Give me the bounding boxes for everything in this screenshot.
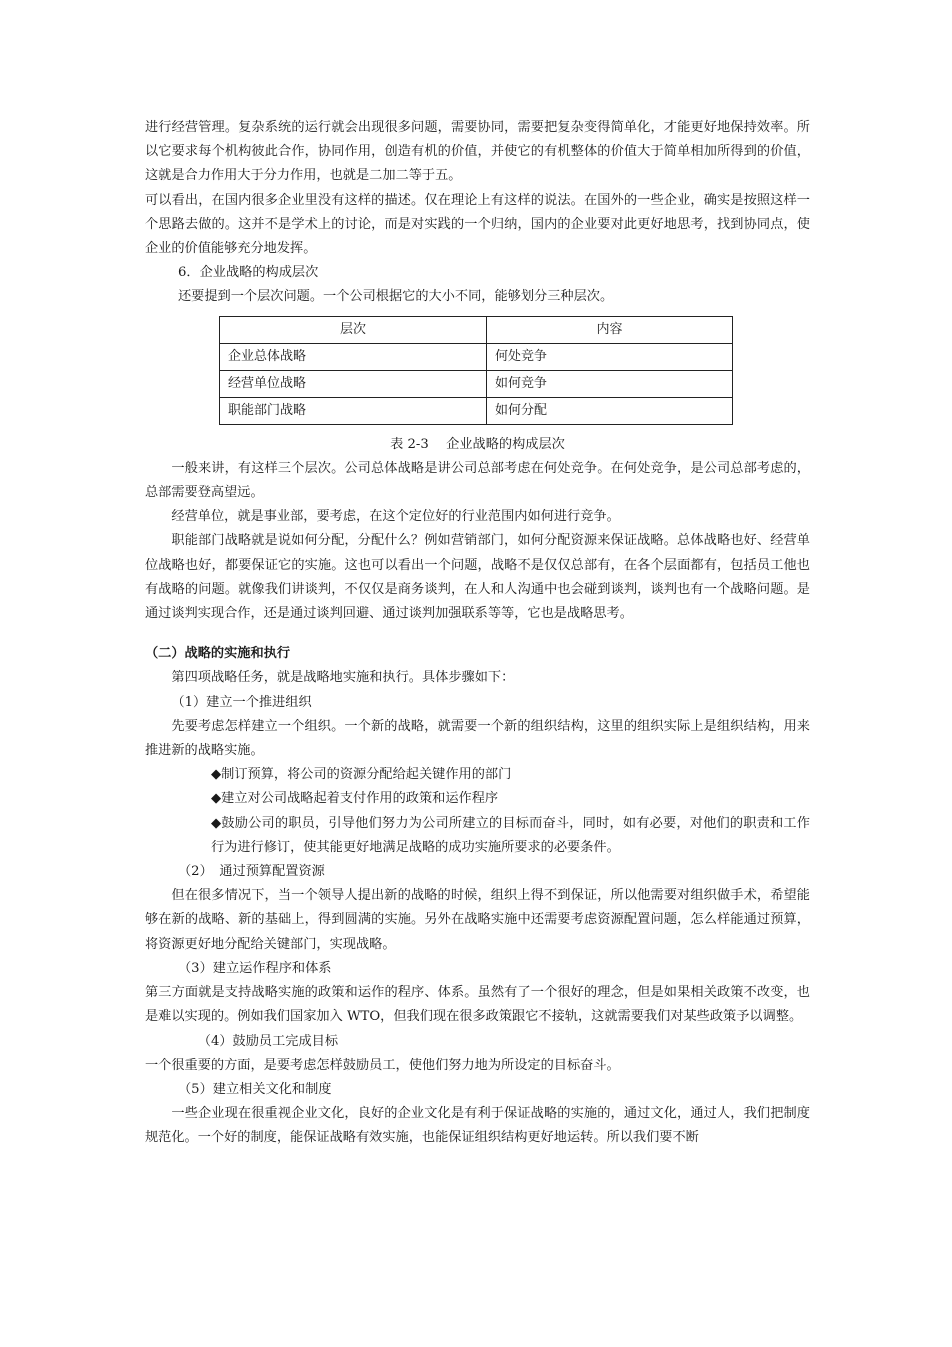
table-row [220, 397, 733, 424]
intro-paragraph-1: 进行经营管理。复杂系统的运行就会出现很多问题，需要协同，需要把复杂变得简单化，才能更好地保持效率。所以它要求每个机构彼此合作，协同作用，创造有机的价值，并使它的有机整体的价值大于简单相加所得到的价值，这就是合力作用大于分力作用，也就是二加二等于五。 [145, 120, 810, 184]
bullet-item: ◆鼓励公司的职员，引导他们努力为公司所建立的目标而奋斗，同时，如有必要，对他们的职责和工作行为进行修订，使其能更好地满足战略的成功实施所要求的必要条件。 [211, 815, 810, 855]
table-cell: 如何竞争 [487, 370, 733, 397]
step-3-text: 第三方面就是支持战略实施的政策和运作的程序、体系。虽然有了一个很好的理念，但是如果相关政策不改变，也是难以实现的。例如我们国家加入 WTO，但我们现在很多政策跟它不接轨，这就需要我们对某些政策予以调整。 [145, 985, 810, 1025]
section-heading: （二）战略的实施和执行 [145, 646, 291, 662]
table-caption: 表 2-3 企业战略的构成层次 [390, 436, 565, 452]
table-header-row [220, 316, 733, 343]
section-6-lead: 还要提到一个层次问题。一个公司根据它的大小不同，能够划分三种层次。 [178, 289, 614, 305]
table-header-content: 内容 [487, 316, 733, 343]
bullet-item: ◆建立对公司战略起着支付作用的政策和运作程序 [211, 791, 499, 807]
intro-paragraph-2: 可以看出，在国内很多企业里没有这样的描述。仅在理论上有这样的说法。在国外的一些企业，确实是按照这样一个思路去做的。这并不是学术上的讨论，而是对实践的一个归纳，国内的企业要对此更好地思考，找到协同点，使企业的价值能够充分地发挥。 [145, 192, 810, 257]
bullet-item: ◆制订预算，将公司的资源分配给起关键作用的部门 [211, 767, 512, 783]
document-page [145, 116, 810, 1151]
table-cell: 如何分配 [487, 397, 733, 424]
body-paragraph: 职能部门战略就是说如何分配，分配什么？例如营销部门，如何分配资源来保证战略。总体战略也好、经营单位战略也好，都要保证它的实施。这也可以看出一个问题，战略不是仅仅总部有，在各个层面都有，包括员工他也有战略的问题。就像我们讲谈判，不仅仅是商务谈判，在人和人沟通中也会碰到谈判，谈判也有一个战略问题。是通过谈判实现合作，还是通过谈判回避、通过谈判加强联系等等，它也是战略思考。 [145, 533, 810, 622]
section-lead: 第四项战略任务，就是战略地实施和执行。具体步骤如下： [171, 670, 515, 686]
table-row [220, 343, 733, 370]
body-paragraph: 经营单位，就是事业部，要考虑，在这个定位好的行业范围内如何进行竞争。 [171, 509, 620, 525]
step-3-title: （3）建立运作程序和体系 [178, 960, 332, 976]
table-cell: 经营单位战略 [220, 370, 487, 397]
strategy-levels-table [219, 316, 733, 425]
step-5-title: （5）建立相关文化和制度 [178, 1081, 332, 1097]
step-4-text: 一个很重要的方面，是要考虑怎样鼓励员工，使他们努力地为所设定的目标奋斗。 [145, 1057, 620, 1073]
step-5-text: 一些企业现在很重视企业文化，良好的企业文化是有利于保证战略的实施的，通过文化，通过人，我们把制度规范化。一个好的制度，能保证战略有效实施，也能保证组织结构更好地运转。所以我们要不断 [145, 1106, 810, 1146]
step-4-title: （4）鼓励员工完成目标 [197, 1033, 339, 1049]
table-row [220, 370, 733, 397]
table-header-level: 层次 [220, 316, 487, 343]
step-1-text: 先要考虑怎样建立一个组织。一个新的战略，就需要一个新的组织结构，这里的组织实际上是组织结构，用来推进新的战略实施。 [145, 718, 810, 759]
step-1-title: （1）建立一个推进组织 [171, 694, 312, 710]
table-cell: 何处竞争 [487, 343, 733, 370]
table-cell: 职能部门战略 [220, 397, 487, 424]
body-paragraph: 一般来讲，有这样三个层次。公司总体战略是讲公司总部考虑在何处竞争。在何处竞争，是公司总部考虑的，总部需要登高望远。 [145, 460, 810, 501]
step-2-text: 但在很多情况下，当一个领导人提出新的战略的时候，组织上得不到保证，所以他需要对组织做手术，希望能够在新的战略、新的基础上，得到圆满的实施。另外在战略实施中还需要考虑资源配置问题，怎么样能通过预算，将资源更好地分配给关键部门，实现战略。 [145, 888, 810, 952]
table-cell: 企业总体战略 [220, 343, 487, 370]
section-6-title: 6．企业战略的构成层次 [178, 265, 319, 281]
step-2-title: （2） 通过预算配置资源 [178, 864, 325, 880]
